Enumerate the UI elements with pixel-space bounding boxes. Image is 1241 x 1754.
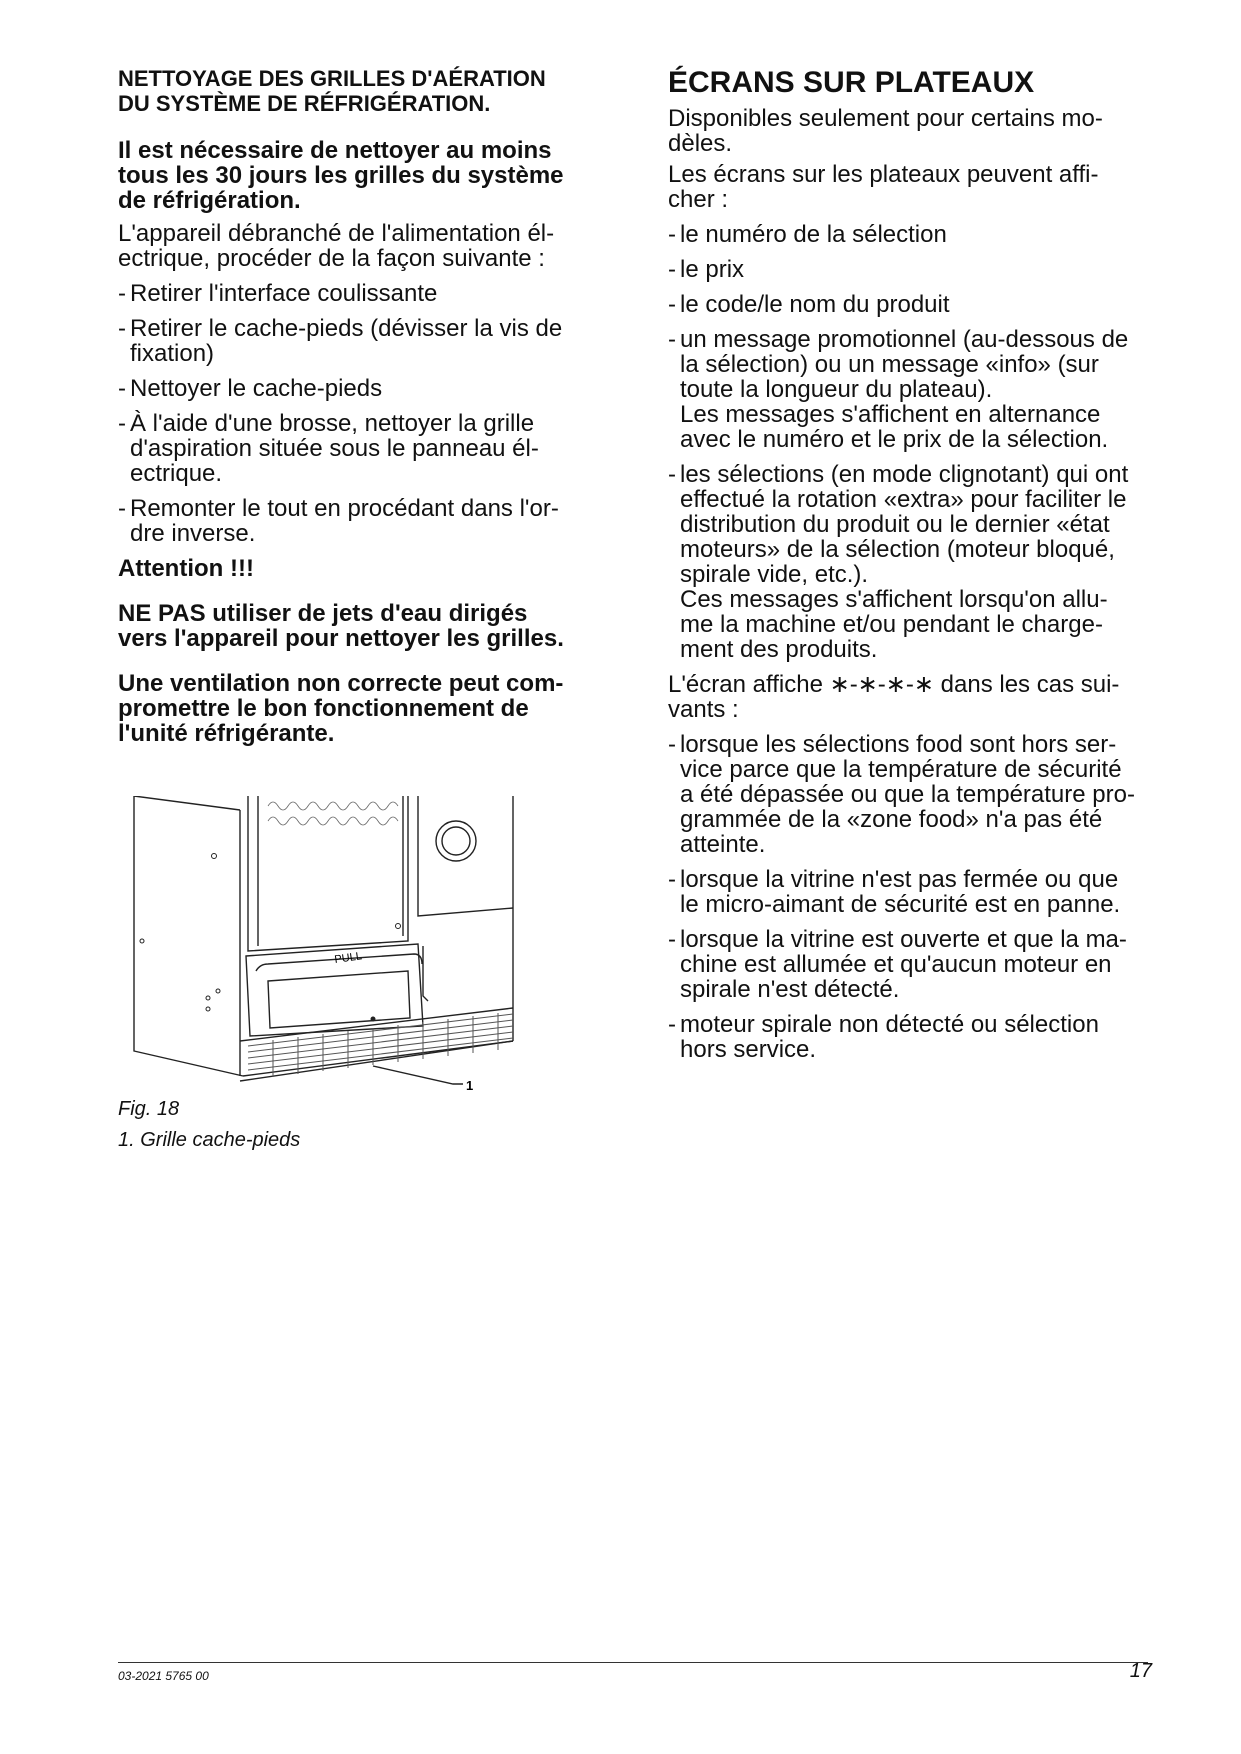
section-title-ecrans: ÉCRANS SUR PLATEAUX [668, 66, 1035, 99]
figure-legend: 1. Grille cache-pieds [118, 1129, 301, 1151]
machine-illustration [118, 796, 538, 1101]
right-column [668, 66, 1203, 1072]
step-item: - À l'aide d'une brosse, nettoyer la grille d'aspiration située sous le panneau él- ectrique. [118, 411, 638, 486]
callout-number: 1 [466, 1078, 474, 1093]
stars-item: - moteur spirale non détecté ou sélection hors service. [668, 1012, 1203, 1062]
stars-item: - lorsque la vitrine est ouverte et que la ma- chine est allumée et qu'aucun moteur en spirale n'est détecté. [668, 927, 1203, 1002]
warning-water-jets: NE PAS utiliser de jets d'eau dirigés vers l'appareil pour nettoyer les grilles. [118, 600, 564, 652]
stars-item: - lorsque la vitrine n'est pas fermée ou que le micro-aimant de sécurité est en panne. [668, 867, 1203, 917]
display-list [668, 222, 1203, 662]
intro-bold: Il est nécessaire de nettoyer au moins tous les 30 jours les grilles du système de réfrigération. [118, 137, 564, 214]
attention-label: Attention !!! [118, 555, 254, 582]
step-item: - Remonter le tout en procédant dans l'or- dre inverse. [118, 496, 638, 546]
section-title-grilles: NETTOYAGE DES GRILLES D'AÉRATION DU SYSTÈME DE RÉFRIGÉRATION. [118, 66, 546, 116]
display-item: - les sélections (en mode clignotant) qui ont effectué la rotation «extra» pour faciliter le distribution du produit ou le dernier «état moteurs» de la sélection (moteur bloqué, spirale vide, etc.). Ces messages s'affichent lorsqu'on allu- me la machine et/ou pendant le charge- ment des produits. [668, 462, 1203, 662]
stars-intro: L'écran affiche ∗-∗-∗-∗ dans les cas sui- vants : [668, 671, 1120, 723]
pull-label: PULL [333, 950, 363, 966]
figure-caption: Fig. 18 [118, 1098, 180, 1120]
step-item: - Nettoyer le cache-pieds [118, 376, 638, 401]
step-item: - Retirer l'interface coulissante [118, 281, 638, 306]
footer-divider [118, 1662, 1148, 1663]
warning-ventilation: Une ventilation non correcte peut com- promettre le bon fonctionnement de l'unité réfrigérante. [118, 670, 564, 747]
display-intro: Les écrans sur les plateaux peuvent affi- cher : [668, 161, 1099, 213]
display-item: - le numéro de la sélection [668, 222, 1203, 247]
stars-list [668, 732, 1203, 1062]
stars-item: - lorsque les sélections food sont hors ser- vice parce que la température de sécurité a été dépassée ou que la température pro- grammée de la «zone food» n'a pas été atteinte. [668, 732, 1203, 857]
page-number: 17 [1129, 1660, 1152, 1682]
footer-doc-code: 03-2021 5765 00 [118, 1669, 209, 1683]
step-item: - Retirer le cache-pieds (dévisser la vis de fixation) [118, 316, 638, 366]
display-item: - un message promotionnel (au-dessous de la sélection) ou un message «info» (sur toute la longueur du plateau). Les messages s'affichent en alternance avec le numéro et le prix de la sélection. [668, 327, 1203, 452]
display-item: - le prix [668, 257, 1203, 282]
steps-list [118, 281, 638, 546]
display-item: - le code/le nom du produit [668, 292, 1203, 317]
availability-text: Disponibles seulement pour certains mo- dèles. [668, 105, 1103, 157]
left-column [118, 66, 638, 754]
intro-text: L'appareil débranché de l'alimentation él- ectrique, procéder de la façon suivante : [118, 220, 555, 272]
